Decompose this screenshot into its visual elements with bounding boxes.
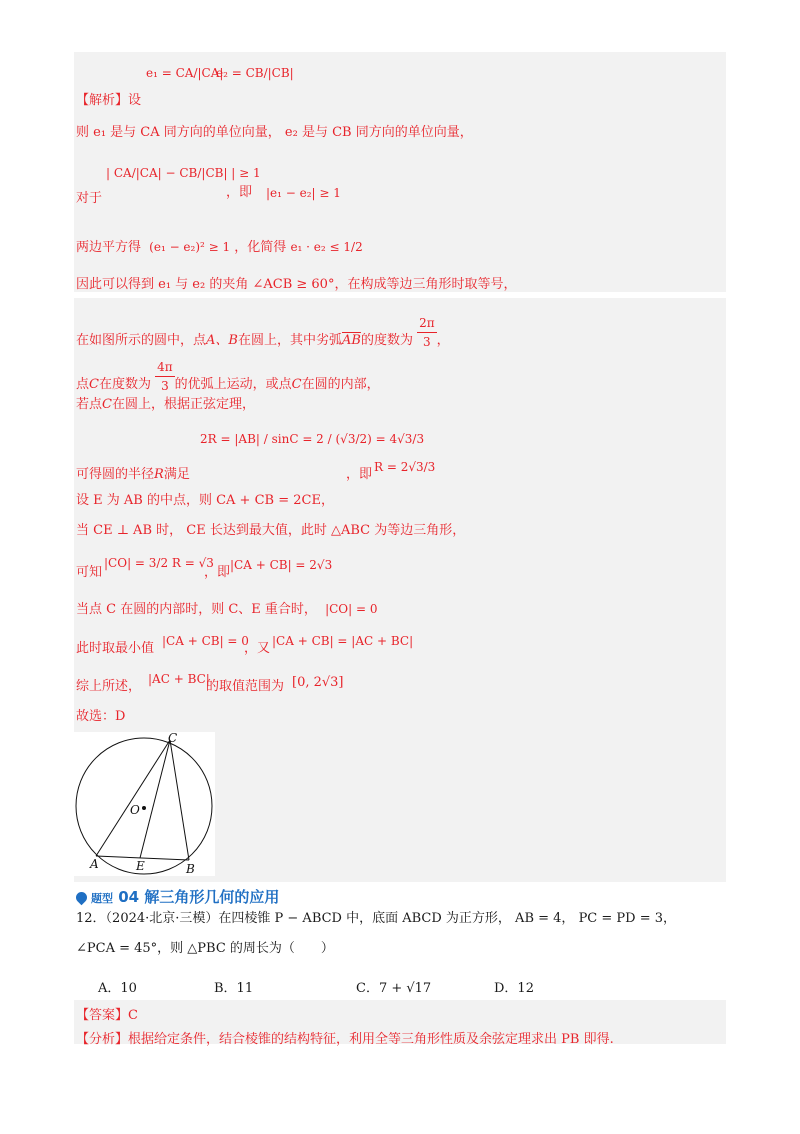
line4-prefix: 两边平方得 bbox=[76, 240, 142, 255]
answer-label: 【答案】C bbox=[76, 1008, 138, 1023]
analysis-line-10: 设 E 为 AB 的中点，则 CA + CB = 2CE， bbox=[76, 493, 334, 508]
sum-equality-expr: |CA + CB| = |AC + BC| bbox=[272, 634, 414, 648]
analysis-line-15 bbox=[76, 672, 344, 696]
sine-law-expr: 2R = |AB| / sinC = 2 / (√3/2) = 4√3/3 bbox=[200, 432, 425, 446]
line6-a: 在如图所示的圆中，点 bbox=[76, 333, 207, 348]
option-a: A．10 bbox=[98, 981, 137, 996]
analysis-line-13 bbox=[76, 600, 378, 619]
line8-a: 若点 bbox=[76, 397, 103, 412]
frac-den: 3 bbox=[155, 376, 175, 395]
point-c: C bbox=[291, 377, 302, 392]
def-e1: e₁ = CA/|CA| bbox=[146, 66, 224, 80]
line9-c: ，即 bbox=[346, 467, 373, 482]
frac-den: 3 bbox=[417, 332, 437, 351]
radius-r: R bbox=[154, 467, 164, 482]
analysis-line-3 bbox=[76, 166, 341, 208]
analysis-line-5: 因此可以得到 e₁ 与 e₂ 的夹角 ∠ACB ≥ 60°，在构成等边三角形时取等号， bbox=[76, 277, 517, 292]
frac-num: 2π bbox=[419, 316, 435, 330]
segment-ce bbox=[140, 740, 170, 858]
line3-expr: | CA/|CA| − CB/|CB| | ≥ 1 bbox=[106, 166, 261, 180]
analysis-line-9 bbox=[76, 432, 436, 484]
point-c: C bbox=[102, 397, 112, 412]
question-line-2: ∠PCA = 45°，则 △PBC 的周长为（ ） bbox=[76, 941, 334, 956]
line6-c: 的度数为 bbox=[360, 333, 413, 348]
line13-text: 当点 C 在圆的内部时，则 C、E 重合时， bbox=[76, 602, 317, 617]
location-pin-icon bbox=[74, 890, 90, 906]
line4-mid: ，化简得 bbox=[234, 240, 287, 255]
point-c: C bbox=[89, 377, 99, 392]
frac-num: 4π bbox=[157, 360, 173, 374]
line7-e: 在圆的内部， bbox=[301, 377, 380, 392]
line7-d: 的优弧上运动，或点 bbox=[174, 377, 292, 392]
line4-expr2: e₁ · e₂ ≤ 1/2 bbox=[290, 240, 363, 254]
line3-mid: ，即 bbox=[226, 185, 253, 200]
analysis-line-8 bbox=[76, 396, 255, 414]
label-a: A bbox=[90, 857, 99, 871]
radius-expr: R = 2√3/3 bbox=[374, 460, 436, 474]
topic-title: 解三角形几何的应用 bbox=[144, 888, 280, 906]
def-e2: e₂ = CB/|CB| bbox=[216, 66, 294, 80]
co-zero-expr: |CO| = 0 bbox=[325, 602, 378, 616]
question-line-1: 12．（2024·北京·三模）在四棱锥 P − ABCD 中，底面 ABCD 为正方形， AB = 4， PC = PD = 3， bbox=[76, 911, 677, 926]
arc-ab: $\overline{AB}$ bbox=[341, 333, 361, 348]
analysis-line-12 bbox=[76, 556, 333, 582]
label-o: O bbox=[130, 803, 140, 817]
analysis-line-16: 故选：D bbox=[76, 709, 126, 724]
geometry-figure bbox=[74, 732, 215, 876]
line14-mid: ，又 bbox=[244, 641, 271, 656]
line6-b: 在圆上，其中劣弧 bbox=[237, 333, 342, 348]
segment-ca bbox=[96, 740, 170, 856]
fraction-4pi-3 bbox=[155, 358, 175, 395]
line7-b: 在度数为 bbox=[98, 377, 151, 392]
range-value: [0, 2√3] bbox=[292, 675, 344, 690]
range-expr: |AC + BC| bbox=[148, 672, 210, 686]
line3-expr2: |e₁ − e₂| ≥ 1 bbox=[266, 186, 341, 200]
line3-prefix: 对于 bbox=[76, 191, 103, 206]
label-e: E bbox=[136, 859, 145, 873]
option-b: B．11 bbox=[214, 981, 254, 996]
center-point bbox=[142, 806, 146, 810]
option-c: C．7 + √17 bbox=[356, 981, 432, 996]
circle-diagram bbox=[74, 732, 215, 876]
sum-max-expr: |CA + CB| = 2√3 bbox=[230, 558, 333, 572]
co-expr: |CO| = 3/2 R = √3 bbox=[104, 556, 214, 570]
topic-badge: 题型 bbox=[91, 892, 113, 905]
analysis-label: 【解析】设 bbox=[76, 93, 142, 108]
analysis-line-11: 当 CE ⊥ AB 时， CE 长达到最大值，此时 △ABC 为等边三角形， bbox=[76, 523, 466, 538]
answer-analysis: 【分析】根据给定条件，结合棱锥的结构特征，利用全等三角形性质及余弦定理求出 PB 即得. bbox=[76, 1032, 614, 1047]
line12-prefix: 可知 bbox=[76, 565, 103, 580]
sum-min-expr: |CA + CB| = 0 bbox=[162, 634, 249, 648]
analysis-line-6: 在如图所示的圆中，点A、B在圆上，其中劣弧$\overline{AB}$的度数为 $\frac{2\pi}{3}$ ， bbox=[76, 316, 450, 349]
fraction-2pi-3 bbox=[417, 314, 437, 351]
option-d: D．12 bbox=[494, 981, 534, 996]
line14-prefix: 此时取最小值 bbox=[76, 641, 155, 656]
segment-cb bbox=[170, 740, 189, 860]
analysis-line-14 bbox=[76, 634, 414, 658]
label-c: C bbox=[168, 732, 178, 745]
analysis-line-2: 则 e₁ 是与 CA 同方向的单位向量， e₂ 是与 CB 同方向的单位向量， bbox=[76, 125, 473, 140]
topic-heading bbox=[76, 886, 279, 907]
line12-mid: ，即 bbox=[204, 565, 231, 580]
line7-a: 点 bbox=[76, 377, 90, 392]
line8-b: 在圆上，根据正弦定理， bbox=[111, 397, 255, 412]
line9-prefix: 可得圆的半径 bbox=[76, 467, 155, 482]
line15-mid: 的取值范围为 bbox=[206, 679, 285, 694]
line4-expr: (e₁ − e₂)² ≥ 1 bbox=[149, 240, 231, 254]
topic-number: 04 bbox=[118, 888, 140, 906]
analysis-line-4 bbox=[76, 238, 363, 257]
line15-prefix: 综上所述， bbox=[76, 679, 142, 694]
label-b: B bbox=[186, 862, 195, 876]
points-ab: A、B bbox=[206, 333, 238, 348]
line9-b: 满足 bbox=[163, 467, 190, 482]
